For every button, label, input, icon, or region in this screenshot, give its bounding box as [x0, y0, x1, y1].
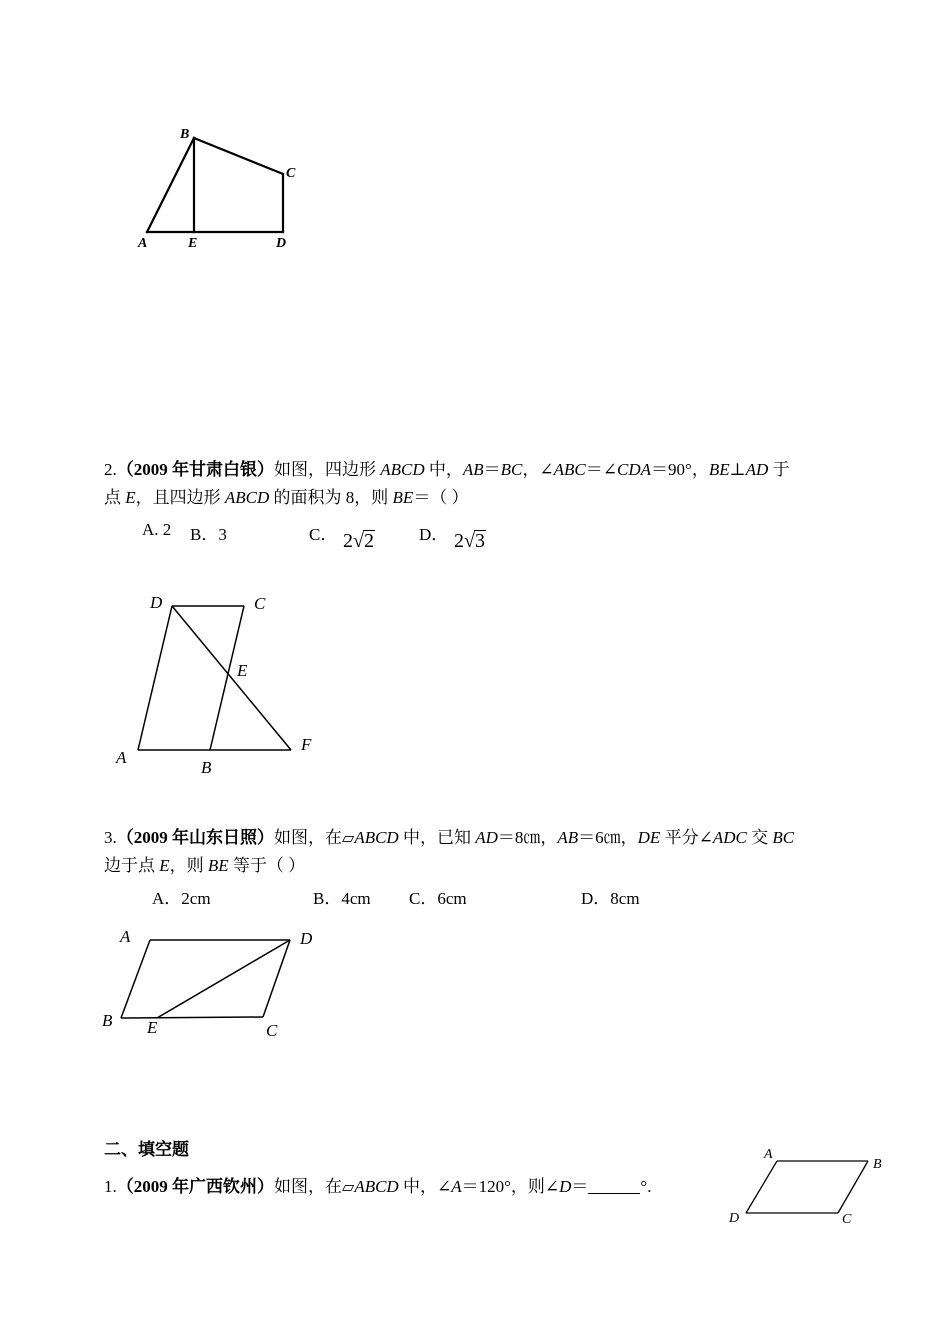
question-source: （2009 年山东日照）: [116, 828, 274, 847]
figure-quadrilateral-abcd: [130, 120, 310, 260]
fig3-label-e: E: [147, 1018, 158, 1037]
segment-ba: [121, 940, 150, 1018]
fig1-label-b: B: [180, 127, 190, 142]
segment-bc: [194, 138, 283, 174]
fig3-label-d: D: [300, 929, 313, 948]
fig1-label-d: D: [276, 236, 287, 251]
fig4-label-b: B: [873, 1157, 882, 1172]
parallelogram-symbol: ▱: [342, 1179, 355, 1196]
q2-option-c[interactable]: C．: [309, 525, 338, 544]
fill-question-1: 1.（2009 年广西钦州）如图，在▱ABCD 中，∠A＝120°，则∠D＝ °.: [104, 1177, 652, 1196]
question-2-line-2: 点 E，且四边形 ABCD 的面积为 8，则 BE＝（ ）: [104, 488, 469, 507]
fig4-label-c: C: [842, 1212, 852, 1227]
question-3-line-1: 3.（2009 年山东日照）如图，在▱ABCD 中，已知 AD＝8㎝，AB＝6㎝，DE 平分∠ADC 交 BC: [104, 828, 795, 847]
question-number: 1.: [104, 1177, 117, 1196]
question-number: 2.: [104, 460, 117, 479]
sqrt-sign: √: [353, 530, 364, 552]
fig4-label-a: A: [764, 1147, 773, 1162]
fig4-label-d: D: [729, 1211, 740, 1226]
figure-parallelogram-abcd-de: [96, 920, 336, 1050]
question-source: （2009 年广西钦州）: [116, 1177, 274, 1196]
fig2-label-a: A: [116, 748, 127, 767]
q3-option-a[interactable]: A．2cm: [152, 889, 211, 908]
section-title: 二、填空题: [104, 1140, 189, 1159]
answer-blank[interactable]: [588, 1177, 640, 1194]
fig2-label-f: F: [301, 735, 312, 754]
figure-quadrilateral-def: [110, 588, 330, 783]
fig2-label-e: E: [237, 661, 248, 680]
segment-dc: [263, 940, 290, 1017]
q3-option-c[interactable]: C．6cm: [409, 889, 467, 908]
fig1-label-c: C: [286, 166, 296, 181]
sqrt-sign: √: [464, 530, 475, 552]
segment-de: [157, 940, 290, 1018]
fig1-label-e: E: [188, 236, 198, 251]
segment-ab: [147, 138, 194, 232]
q2-option-d[interactable]: D．: [419, 525, 449, 544]
fig1-label-a: A: [138, 236, 148, 251]
q3-option-b[interactable]: B．4cm: [313, 889, 371, 908]
parallelogram-symbol: ▱: [342, 830, 355, 847]
fig3-label-b: B: [102, 1011, 113, 1030]
q2-option-b[interactable]: B．3: [190, 525, 227, 544]
q2-option-a[interactable]: A. 2: [142, 520, 172, 539]
q2-option-c-value: 2√2: [343, 530, 374, 552]
fig3-label-c: C: [266, 1021, 278, 1040]
segment-df: [172, 606, 291, 750]
question-3-line-2: 边于点 E，则 BE 等于（ ）: [104, 856, 306, 875]
segment-da: [138, 606, 172, 750]
question-source: （2009 年甘肃白银）: [116, 460, 274, 479]
segment-cb: [121, 1017, 263, 1018]
q3-option-d[interactable]: D．8cm: [581, 889, 640, 908]
fig2-label-c: C: [254, 594, 266, 613]
fig2-label-d: D: [150, 593, 163, 612]
segment-bc: [838, 1161, 868, 1213]
figure-parallelogram-abcd: [722, 1140, 892, 1232]
fig3-label-a: A: [120, 927, 131, 946]
question-number: 3.: [104, 828, 117, 847]
q2-option-d-value: 2√3: [454, 530, 485, 552]
question-2-line-1: 2.（2009 年甘肃白银）如图，四边形 ABCD 中，AB＝BC，∠ABC＝∠CDA＝90°，BE⊥AD 于: [104, 460, 790, 479]
fig2-label-b: B: [201, 758, 212, 777]
segment-da: [746, 1161, 777, 1213]
